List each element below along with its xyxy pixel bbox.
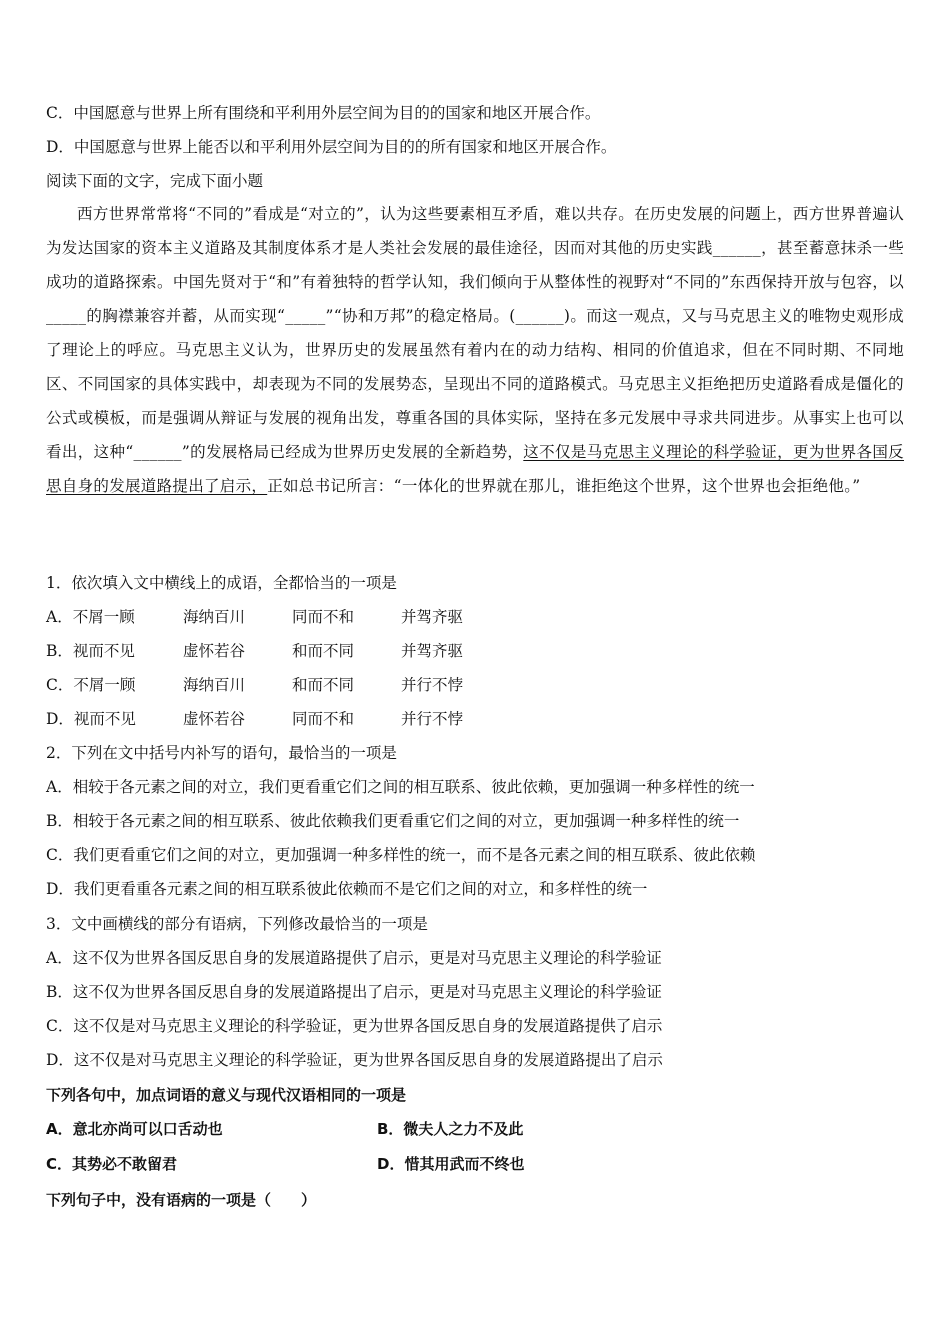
q1-option-d: [46, 709, 463, 729]
q1-a-4: 并驾齐驱: [401, 608, 464, 626]
q1-d-3: 同而不和: [292, 710, 355, 728]
q1-b-4: 并驾齐驱: [401, 642, 464, 660]
q1-c-4: 并行不悖: [401, 676, 464, 694]
q5-stem: 下列句子中，没有语病的一项是（ ）: [46, 1191, 317, 1209]
q1-d-1: D．视而不见: [46, 710, 136, 728]
q4-stem: 下列各句中，加点词语的意义与现代汉语相同的一项是: [46, 1086, 407, 1104]
q1-option-c: [46, 675, 463, 695]
q3-option-d: D．这不仅是对马克思主义理论的科学验证，更为世界各国反思自身的发展道路提出了启示: [46, 1051, 663, 1069]
q4-option-b: B．微夫人之力不及此: [377, 1120, 524, 1138]
passage-part1: 西方世界常常将“不同的”看成是“对立的”，认为这些要素相互矛盾，难以共存。在历史发展的问题上，西方世界普遍认为发达国家的资本主义道路及其制度体系才是人类社会发展的最佳途径，因而对其他的历史实践______，甚至蓄意抹杀一些成功的道路探索。中国先贤对于“和”有着独特的哲学认知，我们倾向于从整体性的视野对“不同的”东西保持开放与包容，以_____的胸襟兼容并蓄，从而实现“_____”“协和万邦”的稳定格局。(______)。而这一观点，又与马克思主义的唯物史观形成了理论上的呼应。马克思主义认为，世界历史的发展虽然有着内在的动力结构、相同的价值追求，但在不同时期、不同地区、不同国家的具体实践中，却表现为不同的发展势态，呈现出不同的道路模式。马克思主义拒绝把历史道路看成是僵化的公式或模板，而是强调从辩证与发展的视角出发，尊重各国的具体实际，坚持在多元发展中寻求共同进步。从事实上也可以看出，这种“______”的发展格局已经成为世界历史发展的全新趋势，: [46, 205, 904, 461]
q3-option-a: A．这不仅为世界各国反思自身的发展道路提供了启示，更是对马克思主义理论的科学验证: [46, 949, 662, 967]
q1-option-a: [46, 607, 463, 627]
q1-a-1: A．不屑一顾: [46, 608, 135, 626]
q1-b-3: 和而不同: [292, 642, 355, 660]
q2-option-c: C．我们更看重它们之间的对立，更加强调一种多样性的统一，而不是各元素之间的相互联系、彼此依赖: [46, 846, 756, 864]
q2-option-a: A．相较于各元素之间的对立，我们更看重它们之间的相互联系、彼此依赖，更加强调一种多样性的统一: [46, 778, 755, 796]
q3-stem: 3．文中画横线的部分有语病，下列修改最恰当的一项是: [46, 915, 428, 933]
q1-c-2: 海纳百川: [183, 676, 246, 694]
q4-option-d: D．惜其用武而不终也: [377, 1155, 525, 1173]
passage-underlined: 这不仅是马克思主义理论的科学验证，更为世界各国反思自身的发展道路提出了启示，: [46, 443, 904, 495]
prev-option-d: D．中国愿意与世界上能否以和平利用外层空间为目的的所有国家和地区开展合作。: [46, 138, 617, 156]
reading-passage: [46, 197, 904, 503]
q1-c-1: C．不屑一顾: [46, 676, 136, 694]
q1-b-1: B．视而不见: [46, 642, 135, 660]
q1-b-2: 虚怀若谷: [183, 642, 246, 660]
passage-part2: 正如总书记所言：“一体化的世界就在那儿，谁拒绝这个世界，这个世界也会拒绝他。”: [267, 477, 861, 495]
q1-d-2: 虚怀若谷: [183, 710, 246, 728]
q1-option-b: [46, 641, 463, 661]
q4-option-c: C．其势必不敢留君: [46, 1155, 178, 1173]
q1-a-3: 同而不和: [292, 608, 355, 626]
q1-stem: 1．依次填入文中横线上的成语，全都恰当的一项是: [46, 574, 397, 592]
q1-a-2: 海纳百川: [183, 608, 246, 626]
q2-stem: 2．下列在文中括号内补写的语句，最恰当的一项是: [46, 744, 397, 762]
q1-c-3: 和而不同: [292, 676, 355, 694]
q3-option-c: C．这不仅是对马克思主义理论的科学验证，更为世界各国反思自身的发展道路提供了启示: [46, 1017, 663, 1035]
q2-option-d: D．我们更看重各元素之间的相互联系彼此依赖而不是它们之间的对立，和多样性的统一: [46, 880, 648, 898]
q2-option-b: B．相较于各元素之间的相互联系、彼此依赖我们更看重它们之间的对立，更加强调一种多样性的统一: [46, 812, 740, 830]
q1-d-4: 并行不悖: [401, 710, 464, 728]
section-title: 阅读下面的文字，完成下面小题: [46, 172, 264, 190]
q3-option-b: B．这不仅为世界各国反思自身的发展道路提出了启示，更是对马克思主义理论的科学验证: [46, 983, 662, 1001]
prev-option-c: C．中国愿意与世界上所有围绕和平利用外层空间为目的的国家和地区开展合作。: [46, 104, 601, 122]
q4-option-a: A．意北亦尚可以口舌动也: [46, 1120, 223, 1138]
